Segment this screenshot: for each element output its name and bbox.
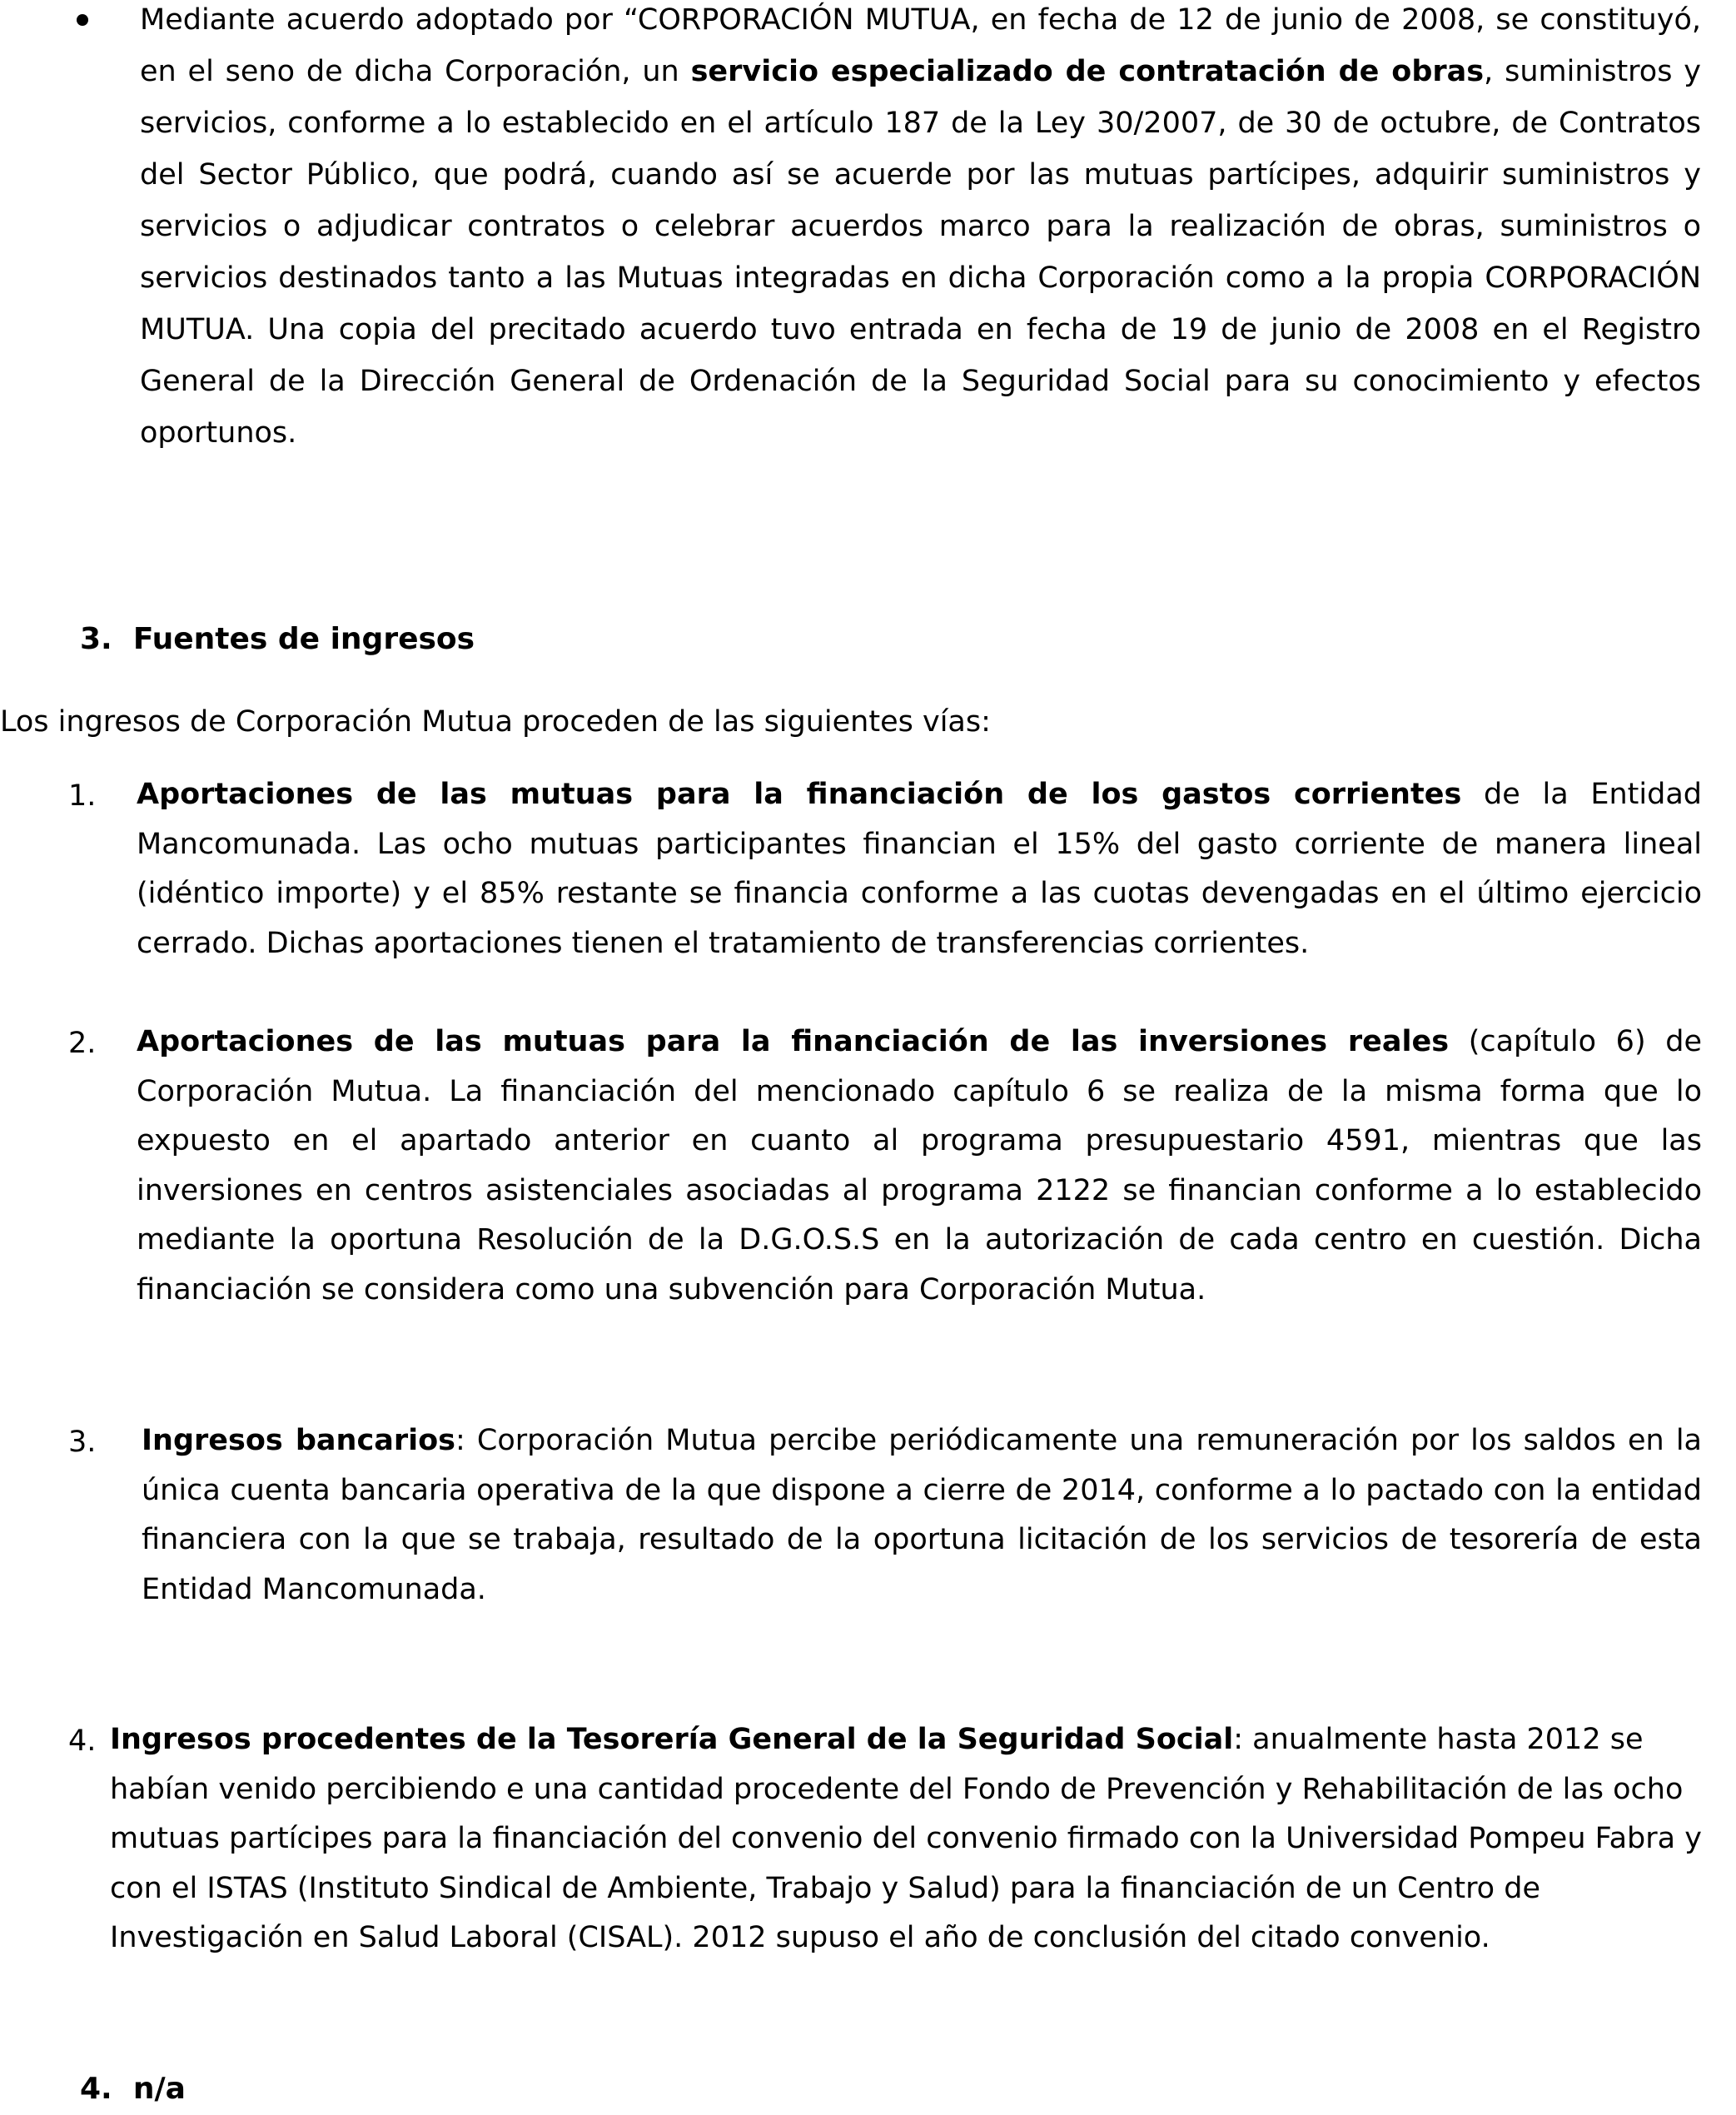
list-item-3-text: : Corporación Mutua percibe periódicamente una remuneración por los saldos en la única cuenta bancaria operativa de la que dispone a cierre de 2014, conforme a lo pactado con la entidad financiera con la que se trabaja, resultado de la oportuna licitación de los servicios de tesorería de esta Entidad Mancomunada. <box>142 1424 1702 1606</box>
section-3-number: 3. <box>80 622 112 656</box>
list-item-3 <box>142 1416 1702 1615</box>
section-4-title: n/a <box>132 2072 186 2106</box>
section-3-intro <box>0 696 1699 748</box>
list-item-1-text: de la Entidad Mancomunada. Las ocho mutuas participantes financian el 15% del gasto corriente de manera lineal (idéntico importe) y el 85% restante se financia conforme a las cuotas devengadas en el último ejercicio cerrado. Dichas aportaciones tienen el tratamiento de transferencias corrientes. <box>137 778 1702 960</box>
list-item-1 <box>137 770 1702 968</box>
list-item-4 <box>110 1715 1734 1963</box>
bullet-bold-text: servicio especializado de contratación de obras <box>690 55 1485 88</box>
list-marker-2: 2. <box>68 1027 97 1060</box>
list-item-1-bold: Aportaciones de las mutuas para la financiación de los gastos corrientes <box>137 778 1462 811</box>
bullet-icon <box>77 14 88 26</box>
section-4-number: 4. <box>80 2072 112 2106</box>
list-item-4-bold: Ingresos procedentes de la Tesorería General de la Seguridad Social <box>110 1723 1234 1756</box>
bullet-text-2: , suministros y servicios, conforme a lo establecido en el artículo 187 de la Ley 30/2007, de 30 de octubre, de Contratos del Sector Público, que podrá, cuando así se acuerde por las mutuas partícipes, adquirir suministros y servicios o adjudicar contratos o celebrar acuerdos marco para la realización de obras, suministros o servicios destinados tanto a las Mutuas integradas en dicha Corporación como a la propia CORPORACIÓN MUTUA. Una copia del precitado acuerdo tuvo entrada en fecha de 19 de junio de 2008 en el Registro General de la Dirección General de Ordenación de la Seguridad Social para su conocimiento y efectos oportunos. <box>140 55 1702 450</box>
list-marker-1: 1. <box>68 779 97 813</box>
section-3-intro-text: Los ingresos de Corporación Mutua proceden de las siguientes vías: <box>0 705 991 739</box>
list-item-2 <box>137 1018 1702 1315</box>
section-3-heading <box>80 614 475 665</box>
section-4-heading <box>80 2063 186 2115</box>
list-marker-4: 4. <box>68 1724 97 1758</box>
bullet-paragraph <box>140 0 1701 459</box>
bullet-text-1: Mediante acuerdo adoptado por “CORPORACIÓN MUTUA, en fecha de 12 de junio de 2008, se constituyó, en el seno de dicha Corporación, un <box>140 3 1701 88</box>
list-item-2-text: (capítulo 6) de Corporación Mutua. La financiación del mencionado capítulo 6 se realiza de la misma forma que lo expuesto en el apartado anterior en cuanto al programa presupuestario 4591, mientras que las inversiones en centros asistenciales asociadas al programa 2122 se financian conforme a lo establecido mediante la oportuna Resolución de la D.G.O.S.S en la autorización de cada centro en cuestión. Dicha financiación se considera como una subvención para Corporación Mutua. <box>137 1025 1702 1306</box>
section-3-title: Fuentes de ingresos <box>132 622 475 656</box>
list-item-4-text: : anualmente hasta 2012 se habían venido percibiendo e una cantidad procedente del Fondo de Prevención y Rehabilitación de las ocho mutuas partícipes para la financiación del convenio del convenio firmado con la Universidad Pompeu Fabra y con el ISTAS (Instituto Sindical de Ambiente, Trabajo y Salud) para la financiación de un Centro de Investigación en Salud Laboral (CISAL). 2012 supuso el año de conclusión del citado convenio. <box>110 1723 1702 1954</box>
list-item-3-bold: Ingresos bancarios <box>142 1424 455 1457</box>
list-marker-3: 3. <box>68 1426 97 1459</box>
list-item-2-bold: Aportaciones de las mutuas para la financiación de las inversiones reales <box>137 1025 1450 1058</box>
